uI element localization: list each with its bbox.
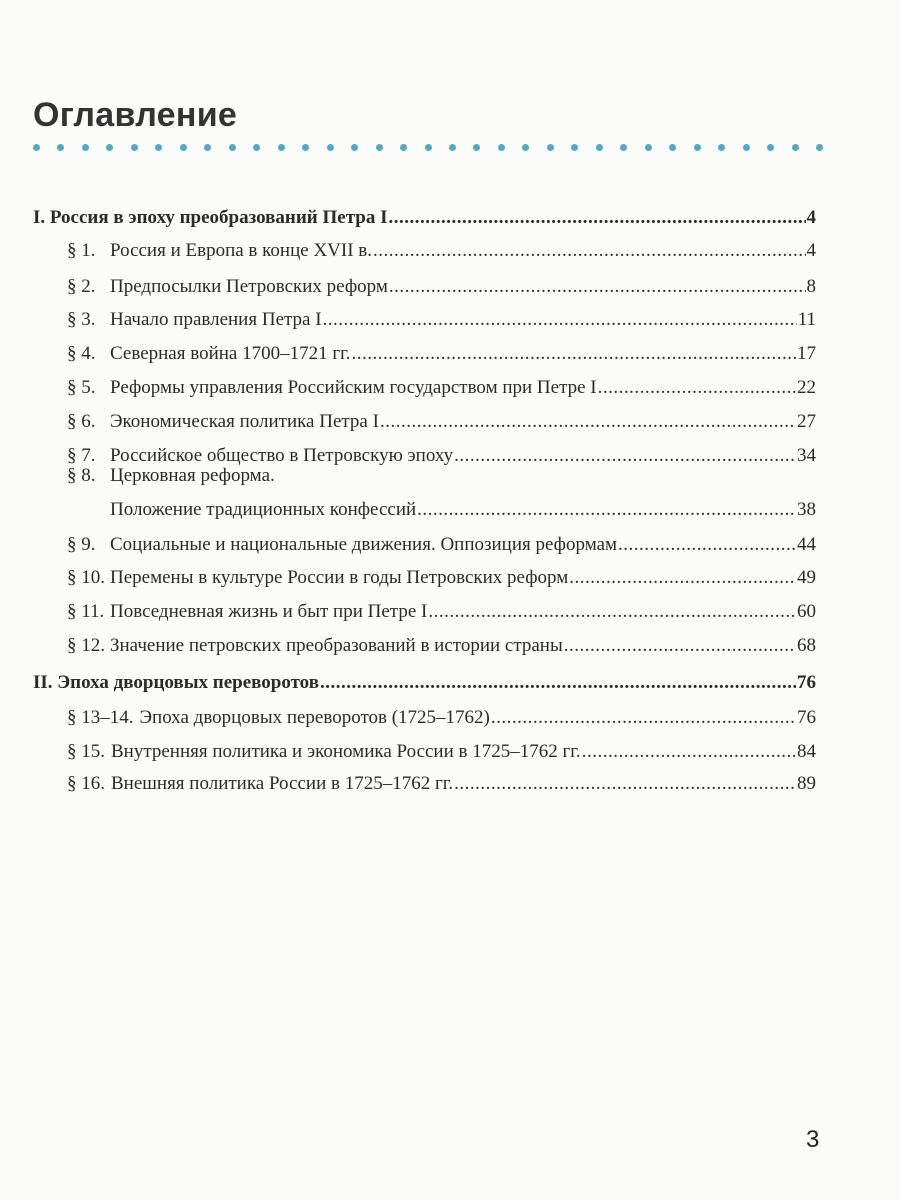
page-number: 34 [797,445,816,466]
divider-dot [57,144,64,151]
page-number: 4 [806,240,816,261]
section-title: Северная война 1700–1721 гг. [110,343,351,364]
leader-dots [491,707,796,729]
toc-section[interactable] [67,773,816,797]
dotted-divider [33,144,823,156]
divider-dot [155,144,162,151]
footer-page-number: 3 [806,1126,820,1153]
section-number: § 16. [67,773,105,794]
section-title: Предпосылки Петровских реформ [110,276,388,297]
leader-dots [598,377,796,399]
divider-dot [33,144,40,151]
page-number: 17 [797,343,816,364]
toc-section[interactable] [67,635,816,659]
page-number: 76 [797,672,816,693]
divider-dot [327,144,334,151]
divider-dot [792,144,799,151]
page-number: 4 [806,207,816,228]
section-title: Эпоха дворцовых переворотов (1725–1762) [139,707,490,728]
leader-dots [320,672,796,694]
page-number: 60 [797,601,816,622]
section-number: § 9. [67,534,96,555]
divider-dot [351,144,358,151]
page-number: 44 [797,534,816,555]
toc-section[interactable] [67,707,816,731]
divider-dot [498,144,505,151]
toc-section[interactable] [67,276,816,300]
section-number: § 4. [67,343,96,364]
toc-section[interactable] [67,534,816,558]
divider-dot [400,144,407,151]
divider-dot [229,144,236,151]
section-title: Положение традиционных конфессий [110,499,417,520]
toc-section[interactable] [67,240,816,264]
page-number: 22 [797,377,816,398]
divider-dot [522,144,529,151]
divider-dot [816,144,823,151]
divider-dot [547,144,554,151]
section-number: § 12. [67,635,105,656]
leader-dots [389,276,806,298]
toc-section[interactable] [67,377,816,401]
section-title: Экономическая политика Петра I [110,411,379,432]
divider-dot [253,144,260,151]
leader-dots [582,741,796,763]
divider-dot [718,144,725,151]
divider-dot [376,144,383,151]
divider-dot [278,144,285,151]
toc-section[interactable] [67,343,816,367]
leader-dots [564,635,796,657]
divider-dot [645,144,652,151]
page-number: 27 [797,411,816,432]
leader-dots [417,499,796,521]
toc-section[interactable] [67,411,816,435]
leader-dots [323,309,797,331]
page-number: 49 [797,567,816,588]
section-number: § 13–14. [67,707,134,728]
divider-dot [767,144,774,151]
toc-section[interactable] [67,601,816,625]
section-number: § 8. [67,465,96,486]
toc-section[interactable] [67,741,816,765]
section-title: Российское общество в Петровскую эпоху [110,445,454,466]
page-title: Оглавление [33,96,238,134]
leader-dots [389,207,806,229]
section-number: § 5. [67,377,96,398]
section-number: § 11. [67,601,105,622]
section-number: § 3. [67,309,96,330]
part-title: II. Эпоха дворцовых переворотов [33,672,319,693]
divider-dot [106,144,113,151]
section-number: § 10. [67,567,105,588]
section-number: § 15. [67,741,105,762]
page-number: 11 [797,309,816,330]
section-title: Внутренняя политика и экономика России в 1725–1762 гг. [111,741,581,762]
toc-section[interactable] [67,309,816,333]
leader-dots [428,601,796,623]
leader-dots [454,445,796,467]
divider-dot [131,144,138,151]
part-title: I. Россия в эпоху преобразований Петра I [33,207,388,228]
section-title: Значение петровских преобразований в истории страны [110,635,563,656]
divider-dot [425,144,432,151]
divider-dot [204,144,211,151]
divider-dot [449,144,456,151]
toc-part-1[interactable] [33,207,816,231]
leader-dots [569,567,796,589]
section-title: Начало правления Петра I [110,309,322,330]
leader-dots [380,411,796,433]
section-number: § 6. [67,411,96,432]
divider-dot [571,144,578,151]
leader-dots [373,240,805,262]
section-title: Повседневная жизнь и быт при Петре I [110,601,428,622]
toc-section[interactable] [67,567,816,591]
section-title: Внешняя политика России в 1725–1762 гг. [111,773,454,794]
page-number: 89 [797,773,816,794]
section-title: Россия и Европа в конце XVII в. [110,240,373,261]
divider-dot [473,144,480,151]
toc-section[interactable] [110,499,816,523]
section-title: Социальные и национальные движения. Оппозиция реформам [110,534,618,555]
section-number: § 1. [67,240,96,261]
divider-dot [694,144,701,151]
section-title: Перемены в культуре России в годы Петровских реформ [110,567,569,588]
leader-dots [352,343,796,365]
divider-dot [180,144,187,151]
toc-part-2[interactable] [33,672,816,696]
section-number: § 7. [67,445,96,466]
page-number: 68 [797,635,816,656]
divider-dot [743,144,750,151]
divider-dot [669,144,676,151]
page-number: 76 [797,707,816,728]
page-number: 8 [806,276,816,297]
divider-dot [82,144,89,151]
leader-dots [454,773,796,795]
page-number: 84 [797,741,816,762]
toc-section-heading [67,465,275,487]
page-number: 38 [797,499,816,520]
divider-dot [302,144,309,151]
divider-dot [596,144,603,151]
section-title: Реформы управления Российским государством при Петре I [110,377,597,398]
section-title-line1: Церковная реформа. [110,465,275,486]
divider-dot [620,144,627,151]
section-number: § 2. [67,276,96,297]
leader-dots [618,534,796,556]
